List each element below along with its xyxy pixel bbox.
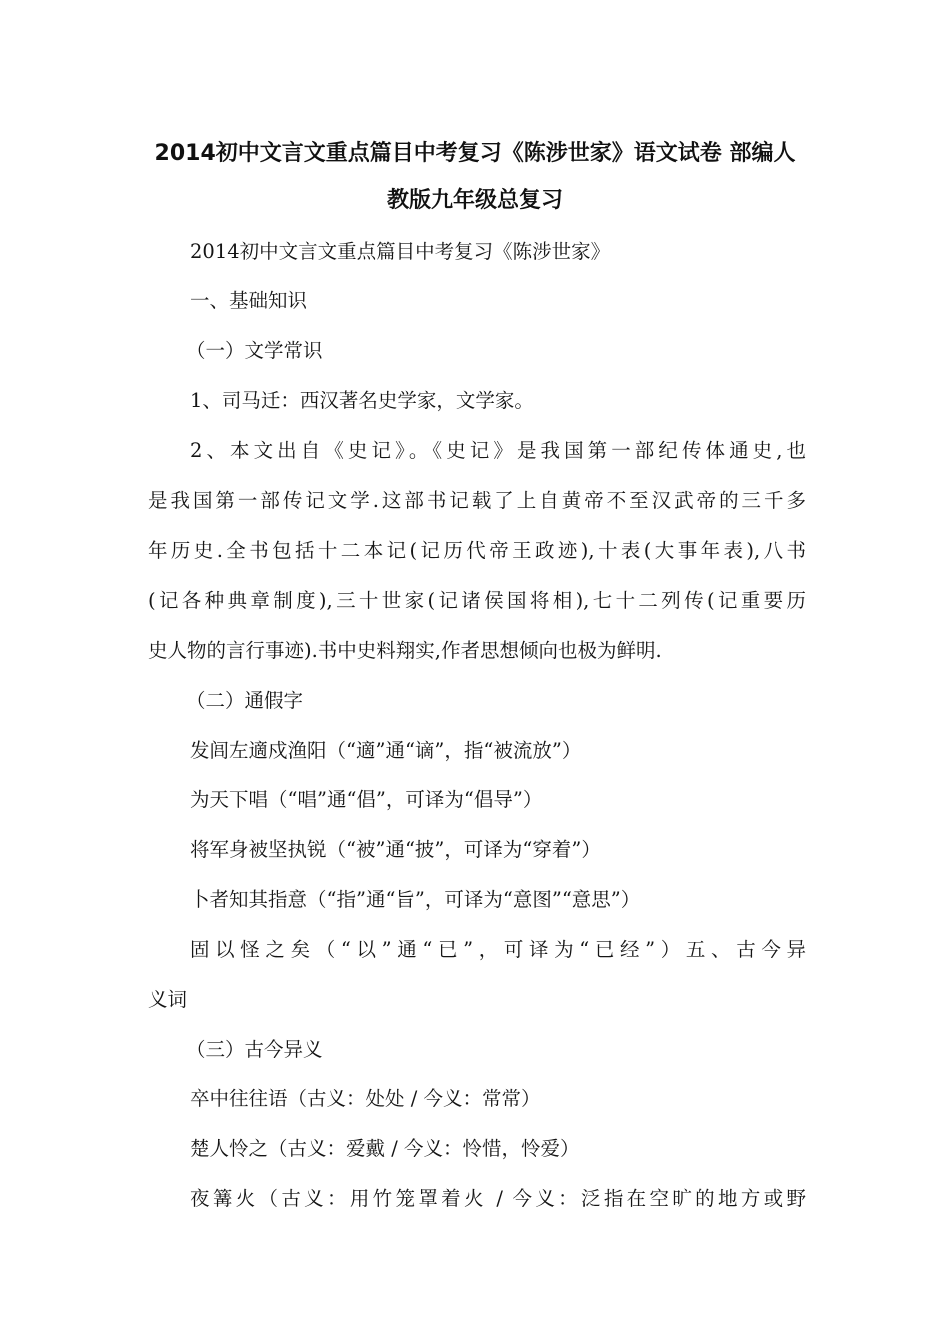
- gujin-item-2: 楚人怜之（古义：爱戴 / 今义：怜惜，怜爱）: [190, 1137, 580, 1160]
- tongjiazi-item-4: 卜者知其指意（“指”通“旨”，可译为“意图”“意思”）: [190, 888, 641, 911]
- tongjiazi-item-5-line-2: 义词: [148, 988, 188, 1011]
- paragraph-item-2-line-4: (记各种典章制度),三十世家(记诸侯国将相),七十二列传(记重要历: [148, 589, 806, 612]
- title-line-2: 教版九年级总复习: [386, 188, 563, 213]
- paragraph-item-2-line-2: 是我国第一部传记文学.这部书记载了上自黄帝不至汉武帝的三千多: [148, 489, 806, 512]
- paragraph-item-2-line-3: 年历史.全书包括十二本记(记历代帝王政迹),十表(大事年表),八书: [148, 539, 806, 562]
- tongjiazi-item-5-line-1: 固以怪之矣（“以”通“已”，可译为“已经”）五、古今异: [190, 938, 806, 961]
- tongjiazi-item-2: 为天下唱（“唱”通“倡”，可译为“倡导”）: [190, 788, 543, 811]
- gujin-item-3: 夜篝火（古义：用竹笼罩着火 / 今义：泛指在空旷的地方或野: [190, 1187, 806, 1210]
- section-heading-basics: 一、基础知识: [190, 289, 308, 312]
- subheading-gujin-yiyi: （三）古今异义: [186, 1038, 323, 1061]
- gujin-item-1: 卒中往往语（古义：处处 / 今义：常常）: [190, 1087, 541, 1110]
- tongjiazi-item-3: 将军身被坚执锐（“被”通“披”，可译为“穿着”）: [190, 838, 601, 861]
- tongjiazi-item-1: 发闾左適戍渔阳（“適”通“谪”，指“被流放”）: [190, 739, 582, 762]
- subtitle: 2014初中文言文重点篇目中考复习《陈涉世家》: [190, 240, 611, 263]
- subheading-literature: （一）文学常识: [186, 339, 323, 362]
- title-line-1: 2014初中文言文重点篇目中考复习《陈涉世家》语文试卷 部编人: [154, 141, 796, 166]
- subheading-tongjiazi: （二）通假字: [186, 689, 304, 712]
- paragraph-item-2-line-1: 2、本文出自《史记》。《史记》是我国第一部纪传体通史,也: [190, 439, 806, 462]
- paragraph-item-2-line-5: 史人物的言行事迹).书中史料翔实,作者思想倾向也极为鲜明.: [148, 639, 662, 662]
- paragraph-item-1: 1、司马迁：西汉著名史学家，文学家。: [190, 389, 534, 412]
